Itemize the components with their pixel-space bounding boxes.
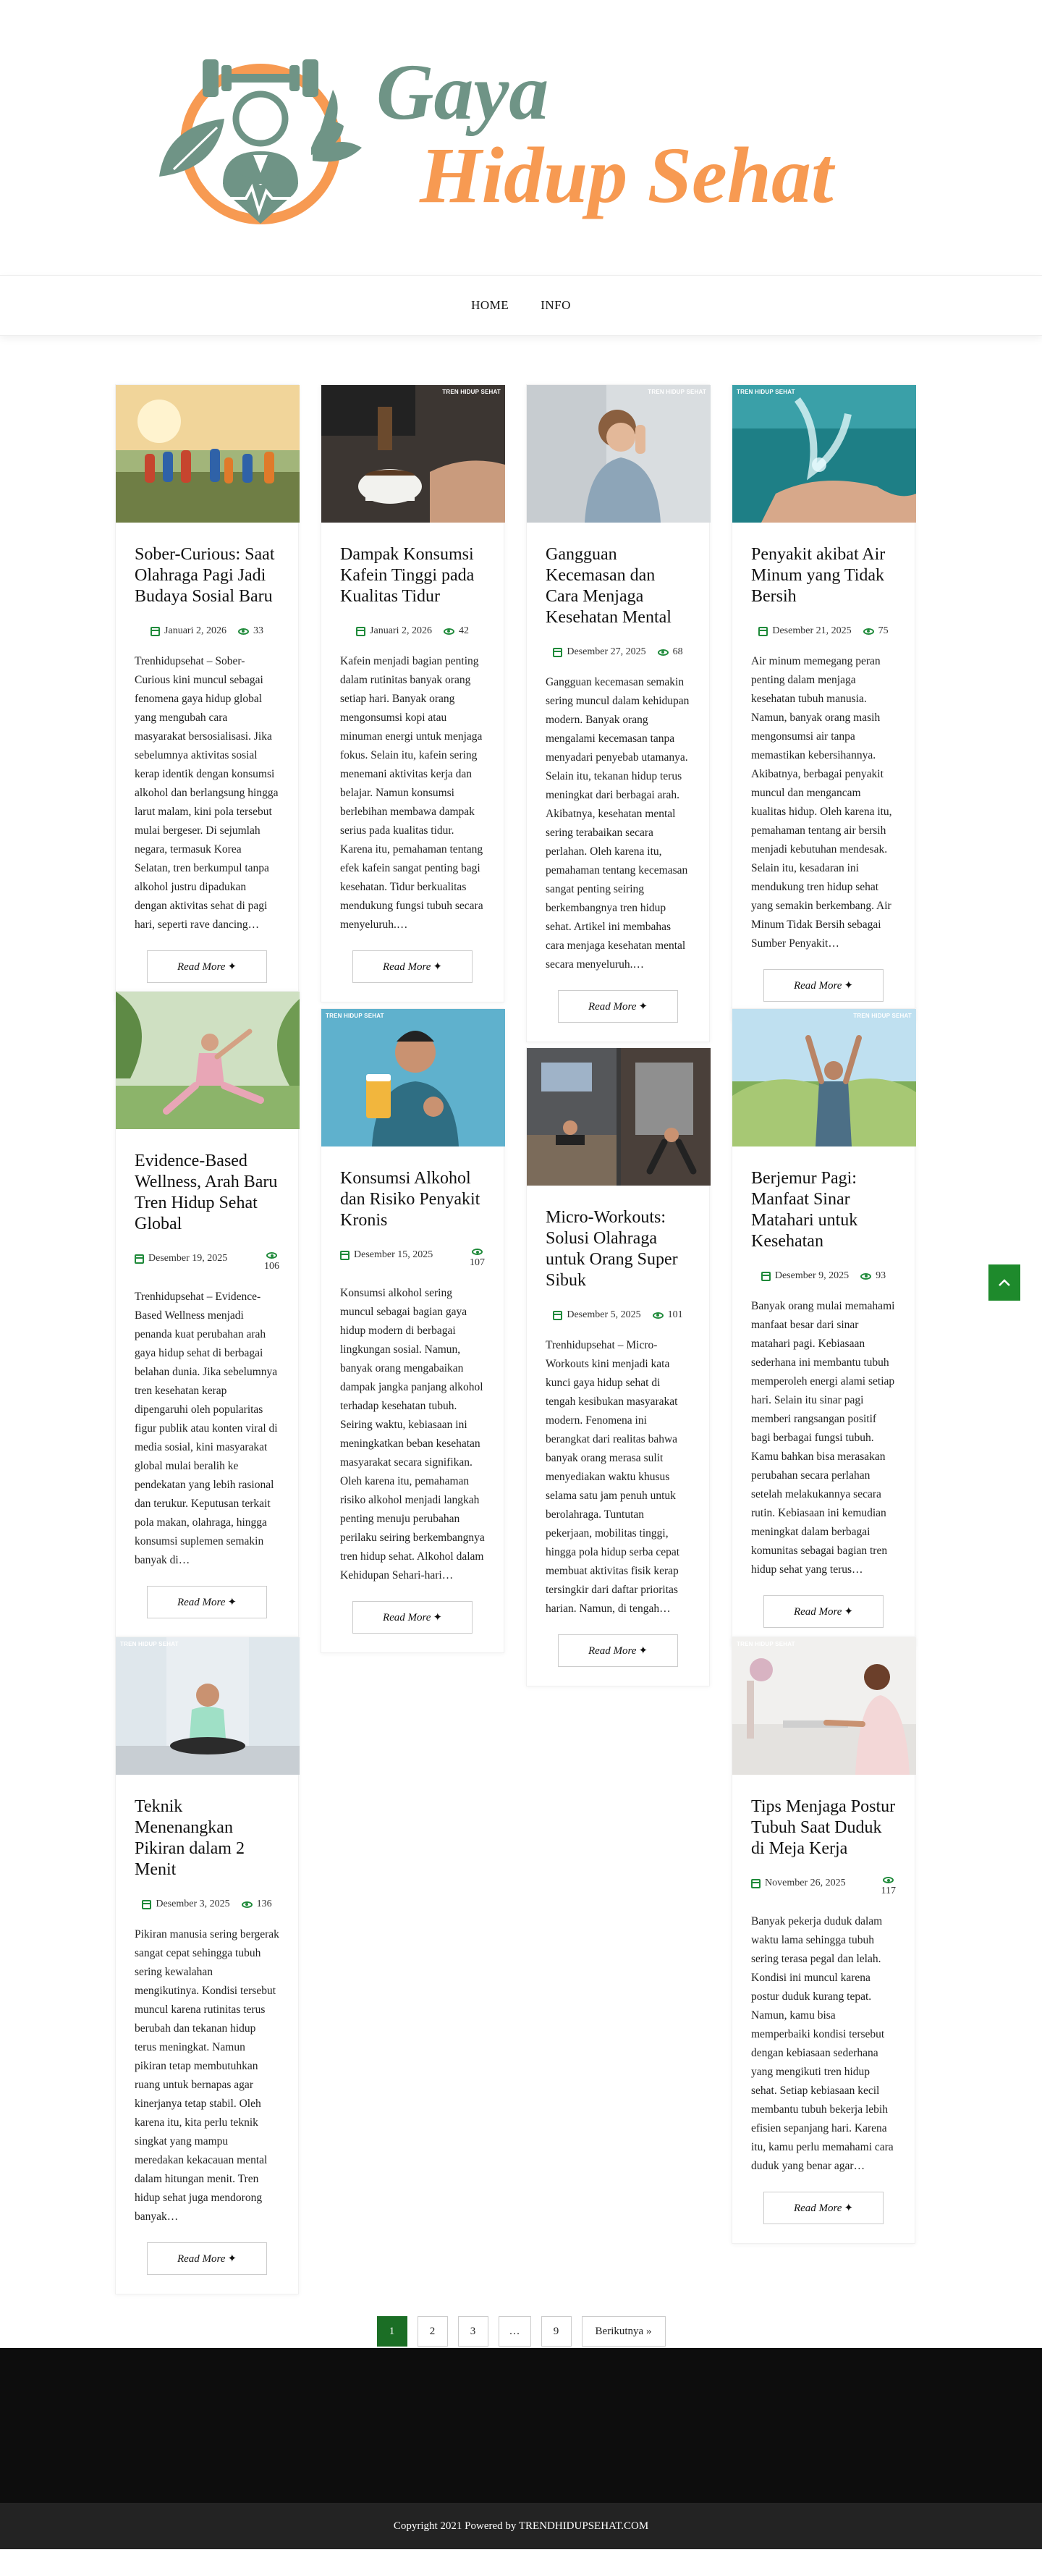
post-meta — [546, 646, 690, 659]
diamond-sparkle-icon: ✦ — [844, 1606, 854, 1618]
post-views — [444, 625, 469, 638]
thumbnail-image-desk-posture — [732, 1637, 916, 1775]
post-thumbnail[interactable] — [732, 385, 916, 523]
read-more-button[interactable] — [558, 1634, 678, 1667]
chevron-up-icon — [998, 1278, 1011, 1287]
post-card — [115, 991, 299, 1638]
post-thumbnail[interactable] — [321, 1009, 505, 1146]
calendar-icon — [553, 1311, 562, 1320]
post-excerpt: Pikiran manusia sering bergerak sangat cepat sehingga tubuh sering kewalahan mengikutinya. Kondisi tersebut muncul karena rutinitas terus berubah dan tekanan hidup terus meningkat. Namun pikiran tetap membutuhkan ruang untuk bernapas agar kinerjanya tetap stabil. Oleh karena itu, kita perlu teknik singkat yang mampu meredakan kekacauan mental dalam hitungan menit. Tren hidup sehat juga mendorong banyak… — [135, 1928, 279, 2223]
post-excerpt: Kafein menjadi bagian penting dalam rutinitas banyak orang setiap hari. Banyak orang mengonsumsi kopi atau minuman energi untuk menjaga fokus. Selain itu, kafein sering menemani aktivitas kerja dan belajar. Namun konsumsi berlebihan membawa dampak serius pada kualitas tidur. Karena itu, pemahaman tentang efek kafein sangat penting bagi kesehatan. Tidur berkualitas mendukung fungsi tubuh secara menyeluruh.… — [340, 655, 483, 931]
post-views — [653, 1309, 683, 1322]
eye-icon — [238, 628, 249, 635]
post-views-count: 106 — [264, 1261, 279, 1272]
logo-text-gaya: Gaya — [376, 48, 549, 136]
read-more-button[interactable] — [147, 1586, 267, 1618]
post-date — [751, 1877, 852, 1890]
post-views-count: 68 — [672, 646, 683, 657]
read-more-label: Read More — [588, 1001, 637, 1013]
post-meta — [751, 1877, 896, 1898]
post-views — [881, 1877, 896, 1898]
post-thumbnail[interactable] — [732, 1009, 916, 1146]
calendar-icon — [553, 648, 562, 657]
calendar-icon — [761, 1272, 771, 1281]
diamond-sparkle-icon: ✦ — [227, 1597, 237, 1608]
thumbnail-image-meditation — [116, 1637, 300, 1775]
post-date — [151, 625, 226, 638]
calendar-icon — [356, 627, 365, 636]
post-excerpt: Trenhidupsehat – Micro-Workouts kini menjadi kata kunci gaya hidup sehat di tengah kesibukan masyarakat modern. Fenomena ini berangkat dari realitas bahwa banyak orang merasa sulit menyediakan waktu khusus selama satu jam penuh untuk berolahraga. Tuntutan pekerjaan, mobilitas tinggi, hingga pola hidup serba cepat membuat aktivitas fisik kerap tersingkir dari daftar prioritas harian. Namun, di tengah… — [546, 1339, 680, 1615]
read-more-button[interactable] — [558, 990, 678, 1023]
thumbnail-watermark: TREN HIDUP SEHAT — [648, 389, 706, 395]
site-header — [0, 0, 1042, 275]
thumbnail-image-anxious-woman — [527, 385, 711, 523]
post-date-text: Desember 21, 2025 — [772, 625, 852, 636]
post-title[interactable]: Penyakit akibat Air Minum yang Tidak Bersih — [751, 545, 886, 606]
post-thumbnail[interactable] — [116, 1637, 300, 1775]
read-more-label: Read More — [793, 1606, 842, 1618]
post-meta — [751, 1270, 896, 1283]
nav-info[interactable]: INFO — [541, 298, 571, 312]
thumbnail-watermark: TREN HIDUP SEHAT — [737, 389, 795, 395]
post-thumbnail[interactable] — [116, 385, 300, 523]
diamond-sparkle-icon: ✦ — [638, 1645, 648, 1657]
read-more-label: Read More — [177, 961, 226, 973]
read-more-label: Read More — [793, 2203, 842, 2214]
eye-icon — [472, 1249, 483, 1255]
thumbnail-image-morning-sun — [732, 1009, 916, 1146]
calendar-icon — [758, 627, 768, 636]
post-views-count: 107 — [470, 1257, 485, 1268]
post-excerpt: Konsumsi alkohol sering muncul sebagai bagian gaya hidup modern di berbagai lingkungan sosial. Namun, banyak orang mengabaikan dampak jangka panjang alkohol terhadap kesehatan tubuh. Seiring waktu, kebiasaan ini meningkatkan beban kesehatan masyarakat secara signifikan. Oleh karena itu, pemahaman risiko alkohol menjadi langkah penting menuju perubahan perilaku seiring berkembangnya tren hidup sehat. Alkohol dalam Kehidupan Sehari-hari… — [340, 1287, 485, 1582]
post-views-count: 117 — [881, 1885, 896, 1896]
post-meta — [135, 1898, 279, 1911]
post-card — [115, 384, 299, 1002]
post-views-count: 33 — [253, 625, 263, 636]
post-date — [553, 646, 645, 659]
thumbnail-image-man-beer — [321, 1009, 505, 1146]
diamond-sparkle-icon: ✦ — [433, 1612, 443, 1623]
post-excerpt: Banyak pekerja duduk dalam waktu lama sehingga tubuh sering terasa pegal dan lelah. Kondisi ini muncul karena postur duduk kurang tepat. Namun, kamu bisa memperbaiki kondisi tersebut dengan kebiasaan sederhana yang mengikuti tren hidup sehat. Setiap kebiasaan kecil membantu tubuh bekerja lebih efisien sepanjang hari. Karena itu, kamu perlu memahami cara duduk yang benar agar… — [751, 1915, 894, 2172]
post-meta — [751, 625, 896, 638]
read-more-label: Read More — [177, 1597, 226, 1608]
post-card — [115, 1637, 299, 2294]
post-date-text: Januari 2, 2026 — [164, 625, 226, 636]
eye-icon — [242, 1901, 253, 1908]
post-views-count: 101 — [667, 1309, 683, 1320]
post-date — [761, 1270, 849, 1283]
post-views-count: 75 — [878, 625, 889, 636]
post-date — [142, 1898, 229, 1911]
post-date-text: Desember 3, 2025 — [156, 1899, 230, 1909]
post-excerpt: Banyak orang mulai memahami manfaat besar dari sinar matahari pagi. Kebiasaan sederhana ini membantu tubuh memperoleh energi alami setiap hari. Selain itu sinar pagi memberi rangsangan positif bagi berbagai fungsi tubuh. Kamu bahkan bisa merasakan perubahan secara perlahan setelah melakukannya secara rutin. Kebiasaan ini kemudian meningkat dalam berbagai komunitas sebagai bagian tren hidup sehat yang terus… — [751, 1300, 895, 1576]
calendar-icon — [751, 1879, 761, 1888]
post-views — [470, 1249, 485, 1270]
post-views — [242, 1898, 272, 1911]
post-thumbnail[interactable] — [116, 992, 300, 1129]
post-title[interactable]: Evidence-Based Wellness, Arah Baru Tren Hidup Sehat Global — [135, 1152, 278, 1233]
post-views — [238, 625, 263, 638]
thumbnail-watermark: TREN HIDUP SEHAT — [120, 1641, 179, 1647]
post-excerpt: Air minum memegang peran penting dalam menjaga kesehatan tubuh manusia. Namun, banyak orang masih mengonsumsi air tanpa memastikan kebersihannya. Akibatnya, berbagai penyakit muncul dan mengancam kualitas hidup. Oleh karena itu, pemahaman tentang air bersih menjadi kebutuhan mendesak. Selain itu, kesadaran ini mendukung tren hidup sehat yang semakin berkembang. Air Minum Tidak Bersih sebagai Sumber Penyakit… — [751, 655, 892, 950]
read-more-button[interactable] — [147, 950, 267, 983]
read-more-button[interactable] — [147, 2242, 267, 2275]
diamond-sparkle-icon: ✦ — [227, 961, 237, 973]
post-title[interactable]: Sober-Curious: Saat Olahraga Pagi Jadi Budaya Sosial Baru — [135, 545, 275, 606]
post-grid — [0, 336, 1042, 2348]
read-more-label: Read More — [382, 1612, 431, 1623]
page-button-2[interactable]: 2 — [418, 2316, 448, 2347]
post-meta — [546, 1309, 690, 1322]
calendar-icon — [135, 1254, 144, 1264]
post-views-count: 136 — [256, 1899, 272, 1909]
diamond-sparkle-icon: ✦ — [844, 2203, 854, 2214]
post-card — [321, 384, 504, 1002]
eye-icon — [658, 649, 669, 656]
post-thumbnail[interactable] — [527, 385, 711, 523]
calendar-icon — [340, 1251, 350, 1260]
post-title[interactable]: Dampak Konsumsi Kafein Tinggi pada Kualitas Tidur — [340, 545, 475, 606]
thumbnail-watermark: TREN HIDUP SEHAT — [442, 389, 501, 395]
site-logo[interactable] — [145, 46, 905, 235]
next-page-button[interactable]: Berikutnya » — [582, 2316, 666, 2347]
nav-home[interactable]: HOME — [471, 298, 509, 312]
read-more-button[interactable] — [352, 1601, 473, 1634]
post-views — [860, 1270, 886, 1283]
read-more-label: Read More — [177, 2253, 226, 2265]
diamond-sparkle-icon: ✦ — [227, 2253, 237, 2265]
calendar-icon — [151, 627, 160, 636]
read-more-label: Read More — [588, 1645, 637, 1657]
post-card — [321, 1008, 504, 1653]
post-title[interactable]: Micro-Workouts: Solusi Olahraga untuk Orang Super Sibuk — [546, 1208, 678, 1290]
post-views — [863, 625, 889, 638]
eye-icon — [266, 1252, 277, 1259]
thumbnail-image-yoga-park — [116, 992, 300, 1129]
post-meta — [135, 1252, 279, 1273]
page-button-9[interactable]: 9 — [541, 2316, 572, 2347]
diamond-sparkle-icon: ✦ — [638, 1001, 648, 1013]
pagination — [0, 2316, 1042, 2347]
post-title[interactable]: Konsumsi Alkohol dan Risiko Penyakit Kronis — [340, 1169, 480, 1230]
page-button-1[interactable]: 1 — [377, 2316, 407, 2347]
post-date — [553, 1309, 640, 1322]
thumbnail-image-runners — [116, 385, 300, 523]
post-views — [264, 1252, 279, 1273]
post-date — [356, 625, 432, 638]
diamond-sparkle-icon: ✦ — [433, 961, 443, 973]
post-date — [340, 1249, 441, 1262]
post-title[interactable]: Berjemur Pagi: Manfaat Sinar Matahari untuk Kesehatan — [751, 1169, 858, 1251]
post-thumbnail[interactable] — [321, 385, 505, 523]
post-date-text: Desember 9, 2025 — [774, 1270, 850, 1281]
post-title[interactable]: Gangguan Kecemasan dan Cara Menjaga Kesehatan Mental — [546, 545, 672, 627]
post-date-text: Desember 19, 2025 — [148, 1253, 228, 1264]
post-card — [526, 384, 710, 1042]
read-more-button[interactable] — [763, 1595, 884, 1628]
read-more-button[interactable] — [763, 969, 884, 1002]
post-thumbnail[interactable] — [732, 1637, 916, 1775]
site-footer — [0, 2348, 1042, 2549]
eye-icon — [444, 628, 454, 635]
thumbnail-image-coffee — [321, 385, 505, 523]
post-views — [658, 646, 683, 659]
calendar-icon — [142, 1900, 151, 1909]
eye-icon — [863, 628, 874, 635]
thumbnail-watermark: TREN HIDUP SEHAT — [737, 1641, 795, 1647]
post-date — [758, 625, 851, 638]
post-title[interactable]: Tips Menjaga Postur Tubuh Saat Duduk di Meja Kerja — [751, 1797, 896, 1858]
post-meta — [340, 625, 485, 638]
post-excerpt: Trenhidupsehat – Evidence-Based Wellness menjadi penanda kuat perubahan arah gaya hidup sehat di berbagai belahan dunia. Jika sebelumnya tren kesehatan kerap dipengaruhi oleh popularitas figur publik atau konten viral di media sosial, kini masyarakat global mulai beralih ke pendekatan yang lebih rasional dan terukur. Keputusan terkait pola makan, olahraga, hingga konsumsi suplemen semakin banyak di… — [135, 1291, 278, 1566]
copyright-text: Copyright 2021 Powered by TRENDHIDUPSEHAT.COM — [393, 2520, 649, 2532]
scroll-top-button[interactable] — [988, 1264, 1020, 1301]
eye-icon — [883, 1877, 894, 1883]
post-meta — [340, 1249, 485, 1270]
post-date-text: Desember 5, 2025 — [567, 1309, 641, 1320]
post-thumbnail[interactable] — [527, 1048, 711, 1186]
eye-icon — [860, 1273, 871, 1280]
footer-copyright-bar — [0, 2503, 1042, 2549]
post-date-text: Desember 15, 2025 — [354, 1249, 433, 1260]
post-date-text: November 26, 2025 — [765, 1878, 846, 1888]
post-date-text: Desember 27, 2025 — [567, 646, 646, 657]
post-date — [135, 1252, 235, 1265]
page-button-3[interactable]: 3 — [458, 2316, 488, 2347]
eye-icon — [653, 1312, 664, 1319]
post-date-text: Januari 2, 2026 — [370, 625, 432, 636]
post-excerpt: Trenhidupsehat – Sober-Curious kini muncul sebagai fenomena gaya hidup global yang mengubah cara masyarakat bersosialisasi. Jika sebelumnya aktivitas sosial kerap identik dengan konsumsi alkohol dan berlangsung hingga larut malam, kini pola tersebut mulai bergeser. Di sejumlah negara, termasuk Korea Selatan, tren berkumpul tanpa alkohol justru dipadukan dengan aktivitas sehat di pagi hari, seperti rave dancing… — [135, 655, 279, 931]
post-excerpt: Gangguan kecemasan semakin sering muncul dalam kehidupan modern. Banyak orang mengalami kecemasan tanpa menyadari penyebab utamanya. Selain itu, tekanan hidup terus meningkat dari berbagai arah. Akibatnya, kesehatan mental sering terabaikan secara perlahan. Oleh karena itu, pemahaman tentang kecemasan sangat penting seiring berkembangnya tren hidup sehat. Artikel ini membahas cara menjaga kesehatan mental secara menyeluruh.… — [546, 676, 690, 971]
main-nav — [0, 275, 1042, 336]
thumbnail-image-water-hand — [732, 385, 916, 523]
post-meta — [135, 625, 279, 638]
post-card — [732, 1008, 915, 1647]
post-card — [732, 384, 915, 1021]
read-more-button[interactable] — [763, 2192, 884, 2224]
post-title[interactable]: Teknik Menenangkan Pikiran dalam 2 Menit — [135, 1797, 245, 1879]
post-card — [732, 1637, 915, 2244]
post-views-count: 93 — [876, 1270, 886, 1281]
logo-text-hidup-sehat: Hidup Sehat — [420, 131, 834, 219]
read-more-button[interactable] — [352, 950, 473, 983]
post-views-count: 42 — [458, 625, 469, 636]
thumbnail-image-home-workout — [527, 1048, 711, 1186]
diamond-sparkle-icon: ✦ — [844, 980, 854, 992]
read-more-label: Read More — [793, 980, 842, 992]
thumbnail-watermark: TREN HIDUP SEHAT — [326, 1013, 384, 1019]
page-ellipsis: … — [499, 2316, 531, 2347]
read-more-label: Read More — [382, 961, 431, 973]
thumbnail-watermark: TREN HIDUP SEHAT — [853, 1013, 912, 1019]
post-card — [526, 1047, 710, 1686]
